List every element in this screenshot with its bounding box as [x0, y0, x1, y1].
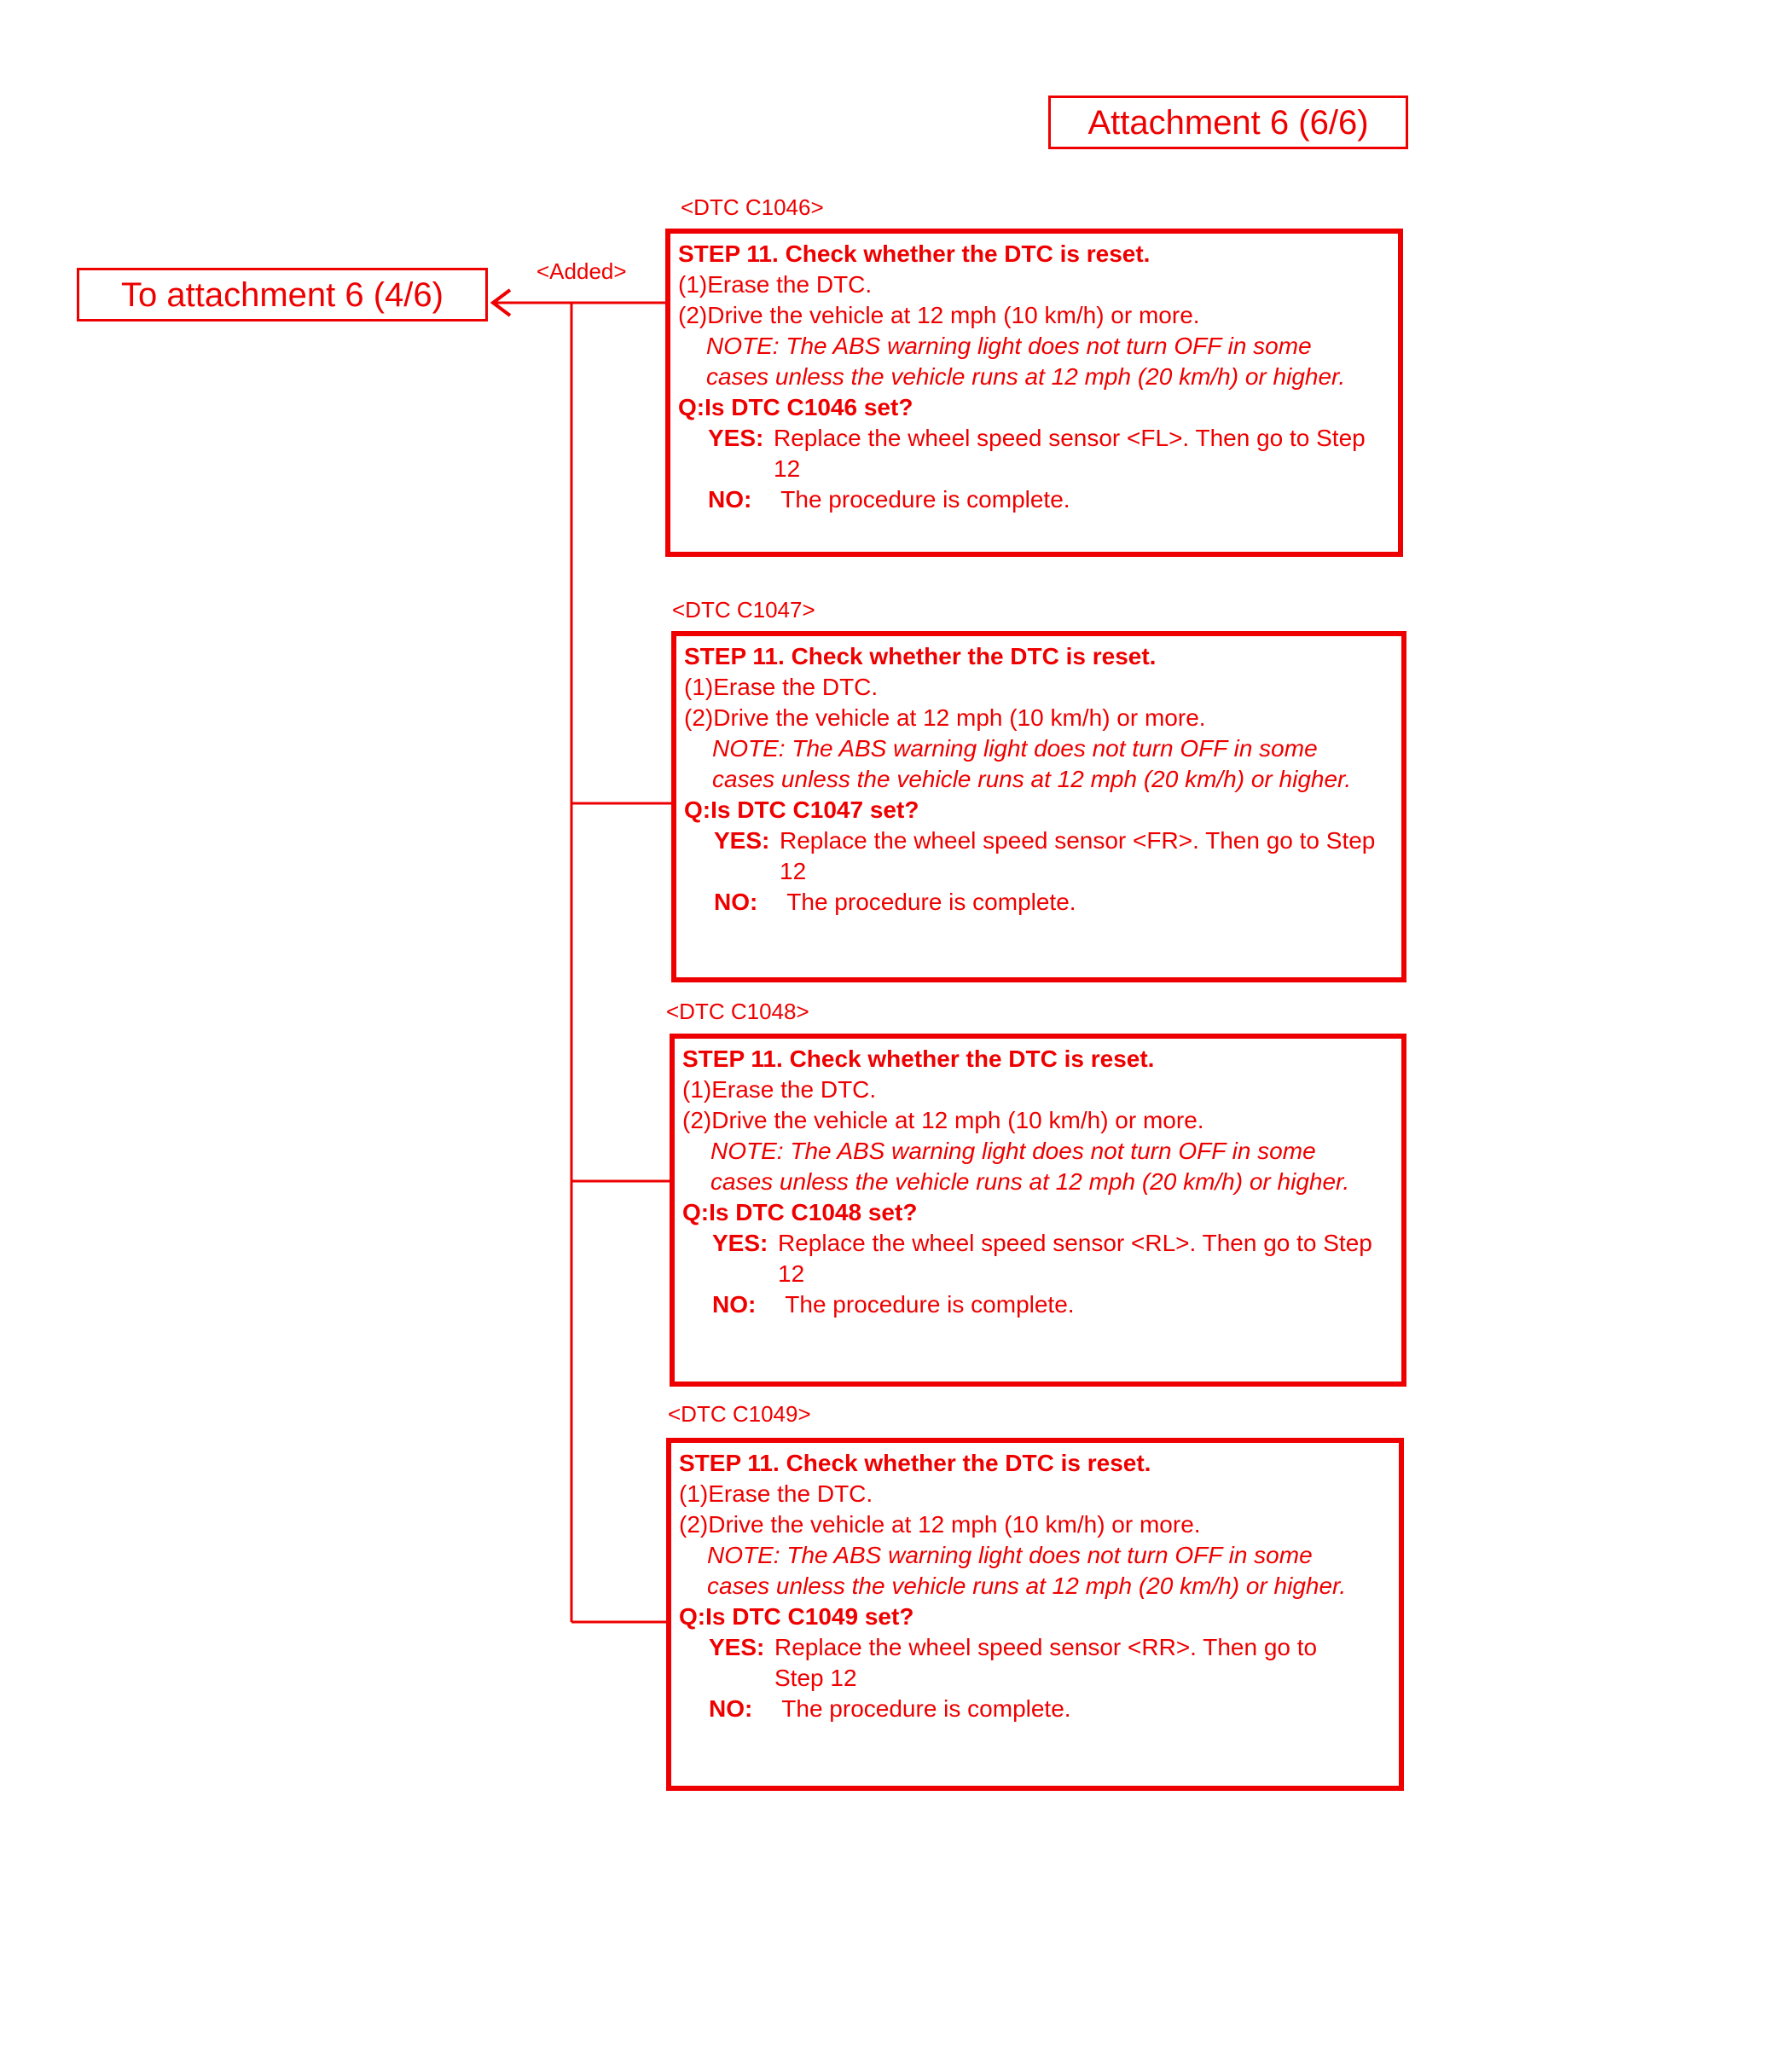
yes-label: YES:	[714, 827, 770, 854]
yes-text: Replace the wheel speed sensor <FL>. Then go to Step 12	[774, 425, 1366, 482]
step-question: Q:Is DTC C1046 set?	[678, 394, 913, 420]
dtc-label-c1047: <DTC C1047>	[672, 597, 815, 623]
step-item-erase: (1)Erase the DTC.	[682, 1076, 877, 1103]
added-label: <Added>	[536, 258, 627, 284]
step-box-c1048	[670, 1034, 1406, 1387]
step-title: STEP 11. Check whether the DTC is reset.	[684, 643, 1157, 669]
step-question: Q:Is DTC C1048 set?	[682, 1199, 918, 1225]
no-text: The procedure is complete.	[780, 486, 1070, 513]
answer-yes	[679, 1632, 1392, 1694]
answer-no	[682, 1289, 1395, 1320]
step-title: STEP 11. Check whether the DTC is reset.	[679, 1450, 1151, 1476]
answer-yes	[684, 825, 1395, 887]
step-question: Q:Is DTC C1049 set?	[679, 1603, 914, 1630]
dtc-label-c1046: <DTC C1046>	[681, 194, 824, 220]
step-item-drive: (2)Drive the vehicle at 12 mph (10 km/h) or more.	[684, 704, 1206, 731]
attachment-title: Attachment 6 (6/6)	[1048, 96, 1408, 149]
answer-no	[679, 1694, 1392, 1724]
to-attachment-link[interactable]: To attachment 6 (4/6)	[77, 268, 488, 321]
step-item-drive: (2)Drive the vehicle at 12 mph (10 km/h) or more.	[682, 1107, 1204, 1133]
step-box-c1046	[665, 229, 1403, 557]
dtc-label-c1049: <DTC C1049>	[668, 1401, 811, 1427]
no-text: The procedure is complete.	[785, 1291, 1075, 1318]
step-box-c1049	[666, 1438, 1404, 1791]
step-item-erase: (1)Erase the DTC.	[684, 674, 879, 700]
yes-label: YES:	[712, 1230, 768, 1256]
yes-text: Replace the wheel speed sensor <RL>. Then go to Step 12	[778, 1230, 1372, 1287]
yes-label: YES:	[708, 425, 764, 451]
yes-text: Replace the wheel speed sensor <FR>. Then go to Step 12	[780, 827, 1376, 884]
yes-label: YES:	[709, 1634, 765, 1660]
step-box-c1047	[671, 631, 1406, 982]
step-item-erase: (1)Erase the DTC.	[679, 1480, 873, 1507]
dtc-label-c1048: <DTC C1048>	[666, 999, 809, 1024]
no-label: NO:	[708, 486, 752, 513]
step-note: NOTE: The ABS warning light does not turn OFF in some cases unless the vehicle runs at 12 mph (20 km/h) or higher.	[710, 1138, 1350, 1195]
no-text: The procedure is complete.	[781, 1695, 1071, 1722]
no-label: NO:	[712, 1291, 757, 1318]
step-item-drive: (2)Drive the vehicle at 12 mph (10 km/h) or more.	[678, 302, 1200, 328]
step-note: NOTE: The ABS warning light does not turn OFF in some cases unless the vehicle runs at 12 mph (20 km/h) or higher.	[712, 735, 1352, 792]
step-title: STEP 11. Check whether the DTC is reset.	[678, 240, 1151, 267]
answer-no	[678, 484, 1391, 515]
step-note: NOTE: The ABS warning light does not turn OFF in some cases unless the vehicle runs at 12 mph (20 km/h) or higher.	[707, 1542, 1347, 1599]
answer-yes	[682, 1228, 1395, 1289]
step-item-drive: (2)Drive the vehicle at 12 mph (10 km/h) or more.	[679, 1511, 1201, 1538]
step-question: Q:Is DTC C1047 set?	[684, 796, 919, 823]
step-note: NOTE: The ABS warning light does not turn OFF in some cases unless the vehicle runs at 12 mph (20 km/h) or higher.	[706, 333, 1346, 390]
step-title: STEP 11. Check whether the DTC is reset.	[682, 1046, 1155, 1072]
step-item-erase: (1)Erase the DTC.	[678, 271, 873, 298]
no-text: The procedure is complete.	[786, 889, 1076, 915]
no-label: NO:	[709, 1695, 753, 1722]
answer-no	[684, 887, 1395, 918]
yes-text: Replace the wheel speed sensor <RR>. Then go to Step 12	[774, 1634, 1318, 1691]
answer-yes	[678, 423, 1391, 484]
no-label: NO:	[714, 889, 758, 915]
